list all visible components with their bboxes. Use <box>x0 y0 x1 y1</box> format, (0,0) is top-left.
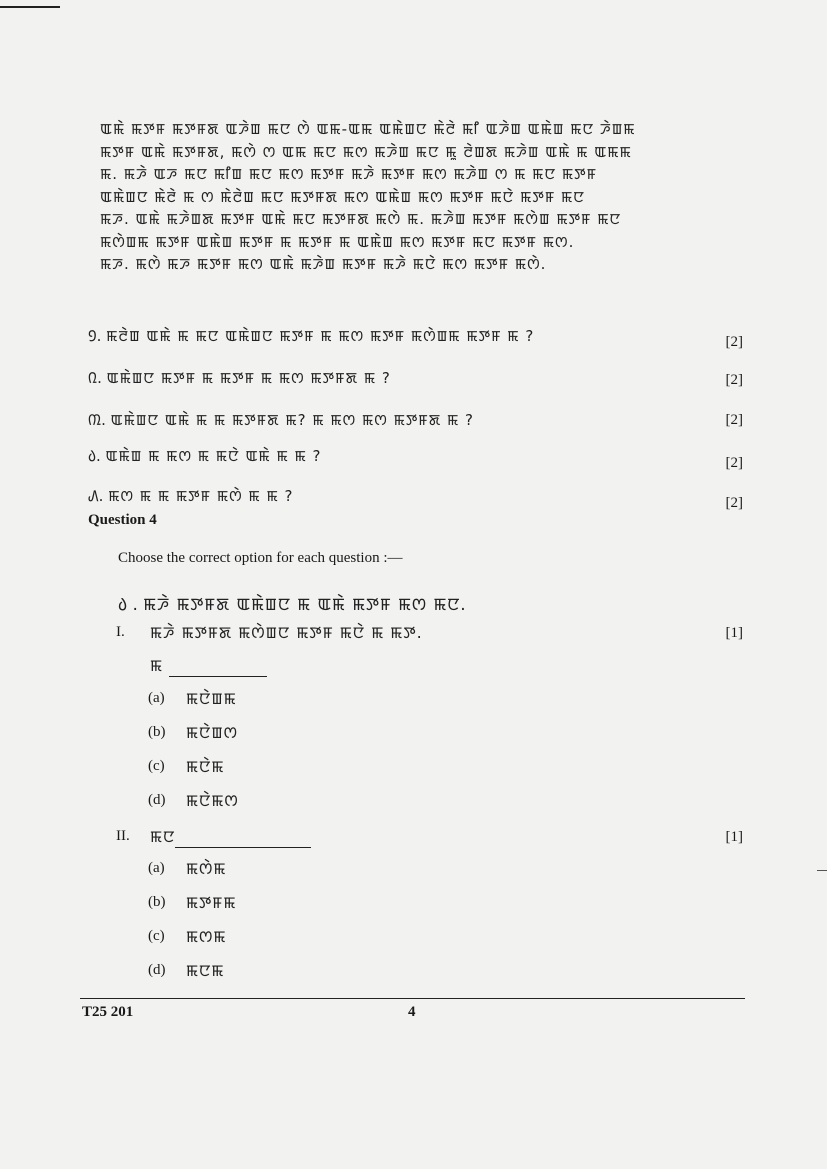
footer-rule <box>80 998 745 999</box>
passage-question-4: ᠔. ꯑꯃꯥꯡ ꯃ ꯃꯁ ꯃ ꯃꯅꯥ ꯑꯃꯥ ꯃ ꯃ ? <box>88 447 322 465</box>
blank-prefix: ꯃ <box>150 656 164 675</box>
option-text: ꯃꯁꯥꯃ <box>186 859 227 878</box>
subquestion-1-blank <box>150 655 267 677</box>
marks-subquestion-1: [1] <box>725 625 743 641</box>
passage-line: ꯃꯁꯥꯡꯃ ꯃꯇꯝ ꯑꯃꯥꯡ ꯃꯇꯝ ꯃ ꯃꯇꯝ ꯃ ꯑꯃꯥꯡ ꯃꯁ ꯃꯇꯝ ꯃꯅ ꯃꯇꯝ ꯃꯁ. <box>100 232 575 251</box>
option-letter: (b) <box>148 894 166 910</box>
top-edge-line <box>0 6 60 8</box>
answer-blank <box>169 662 267 677</box>
option-letter: (d) <box>148 792 166 808</box>
passage-line: ꯃꯍ. ꯃꯁꯥ ꯃꯍ ꯃꯇꯝ ꯃꯁ ꯑꯃꯥ ꯃꯍꯥꯡ ꯃꯇꯝ ꯃꯍꯥ ꯃꯅꯥ ꯃꯁ ꯃꯇꯝ ꯃꯁꯥ. <box>100 255 547 273</box>
option-text: ꯃꯅꯥꯡꯁ <box>186 723 239 742</box>
passage-line: ꯑꯃꯥꯡꯅ ꯃꯥꯂꯥ ꯃ ꯁ ꯃꯥꯂꯥꯡ ꯃꯅ ꯃꯇꯝꯗ ꯃꯁ ꯑꯃꯥꯡ ꯃꯁ ꯃꯇꯝ ꯃꯅꯥ ꯃꯇꯝ ꯃꯅ <box>100 187 585 206</box>
option-text: ꯃꯅꯃ <box>186 961 225 980</box>
subquestion-2-text <box>150 826 311 848</box>
subquestion-2-number: II. <box>116 828 130 844</box>
question-heading: Question 4 <box>88 512 157 528</box>
marks-q4: [2] <box>725 455 743 471</box>
option-text: ꯃꯅꯥꯃ <box>186 757 225 776</box>
passage-line: ꯃꯇꯝ ꯑꯃꯥ ꯃꯇꯝꯗ, ꯃꯁꯥ ꯁ ꯑꯃ ꯃꯅ ꯃꯁ ꯃꯍꯥꯡ ꯃꯅ ꯃꯨ ꯂꯥꯡꯗ ꯃꯍꯥꯡ ꯑꯃꯥ ꯃ ꯑꯃꯃ <box>100 142 632 161</box>
option-letter: (c) <box>148 758 165 774</box>
passage-question-3: ᠓. ꯑꯃꯥꯡꯅ ꯑꯃꯥ ꯃ ꯃ ꯃꯇꯝꯗ ꯃ? ꯃ ꯃꯁ ꯃꯁ ꯃꯇꯝꯗ ꯃ ? <box>88 411 474 429</box>
instruction-text: Choose the correct option for each question :— <box>118 550 403 566</box>
reading-passage <box>100 118 740 276</box>
marks-q1: [2] <box>725 334 743 350</box>
option-letter: (a) <box>148 690 165 706</box>
passage-line: ꯃ. ꯃꯍꯥ ꯑꯍ ꯃꯅ ꯃꯤꯡ ꯃꯅ ꯃꯁ ꯃꯇꯝ ꯃꯍꯥ ꯃꯇꯝ ꯃꯁ ꯃꯍꯥꯡ ꯁ ꯃ ꯃꯅ ꯃꯇꯝ <box>100 165 598 183</box>
subquestion-1-number: I. <box>116 624 125 640</box>
page-number: 4 <box>408 1004 416 1020</box>
marks-q2: [2] <box>725 372 743 388</box>
option-letter: (d) <box>148 962 166 978</box>
paper-code: T25 201 <box>82 1004 134 1020</box>
option-letter: (b) <box>148 724 166 740</box>
option-text: ꯃꯇꯝꯃ <box>186 893 237 912</box>
answer-blank <box>175 833 311 848</box>
marks-q3: [2] <box>725 412 743 428</box>
passage-question-1: ᠑. ꯃꯂꯥꯡ ꯑꯃꯥ ꯃ ꯃꯅ ꯑꯃꯥꯡꯅ ꯃꯇꯝ ꯃ ꯃꯁ ꯃꯇꯝ ꯃꯁꯥꯡꯃ ꯃꯇꯝ ꯃ ? <box>88 327 535 345</box>
option-text: ꯃꯅꯥꯡꯃ <box>186 689 237 708</box>
option-letter: (c) <box>148 928 165 944</box>
edge-tick <box>817 870 827 871</box>
marks-q5: [2] <box>725 495 743 511</box>
marks-subquestion-2: [1] <box>725 829 743 845</box>
passage-line: ꯑꯃꯥ ꯃꯇꯝ ꯃꯇꯝꯗ ꯑꯍꯥꯡ ꯃꯅ ꯁꯥ ꯑꯃ-ꯑꯃ ꯑꯃꯥꯡꯅ ꯃꯥꯂꯥ ꯃꯤ ꯑꯍꯥꯡ ꯑꯃꯥꯡ ꯃꯅ ꯍꯥꯡꯃ <box>100 120 636 138</box>
section-subheading: ᠔ . ꯃꯍꯥ ꯃꯇꯝꯗ ꯑꯃꯥꯡꯅ ꯃ ꯑꯃꯥ ꯃꯇꯝ ꯃꯁ ꯃꯅ. <box>118 595 467 615</box>
option-text: ꯃꯅꯥꯃꯁ <box>186 791 239 810</box>
option-letter: (a) <box>148 860 165 876</box>
subquestion-2-label: ꯃꯅ <box>150 827 176 846</box>
passage-question-5: ᠕. ꯃꯁ ꯃ ꯃ ꯃꯇꯝ ꯃꯁꯥ ꯃ ꯃ ? <box>88 487 294 505</box>
option-text: ꯃꯁꯃ <box>186 927 227 946</box>
subquestion-1-text: ꯃꯍꯥ ꯃꯇꯝꯗ ꯃꯁꯥꯡꯅ ꯃꯇꯝ ꯃꯅꯥ ꯃ ꯃꯇ. <box>150 623 423 642</box>
passage-question-2: ᠒. ꯑꯃꯥꯡꯅ ꯃꯇꯝ ꯃ ꯃꯇꯝ ꯃ ꯃꯁ ꯃꯇꯝꯗ ꯃ ? <box>88 369 391 387</box>
passage-line: ꯃꯍ. ꯑꯃꯥ ꯃꯍꯥꯡꯗ ꯃꯇꯝ ꯑꯃꯥ ꯃꯅ ꯃꯇꯝꯗ ꯃꯁꯥ ꯃ. ꯃꯍꯥꯡ ꯃꯇꯝ ꯃꯁꯥꯡ ꯃꯇꯝ ꯃꯅ <box>100 210 622 228</box>
